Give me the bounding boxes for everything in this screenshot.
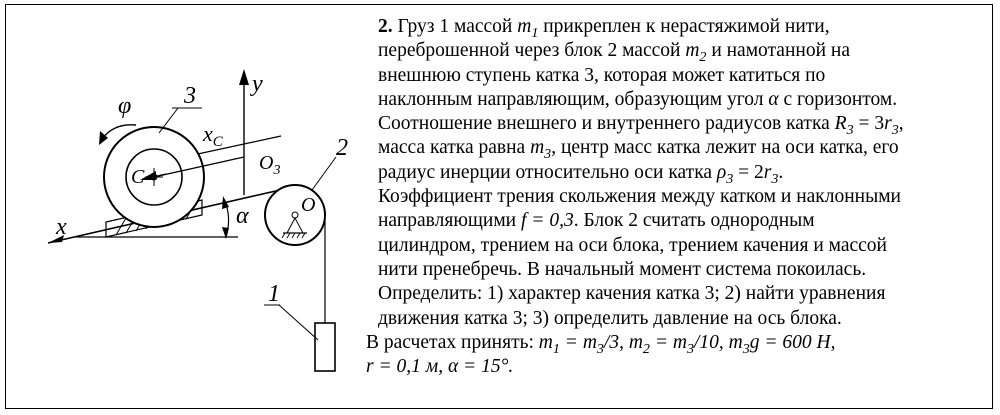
y-axis-arrow	[239, 69, 249, 85]
roller-number-label: 3	[184, 83, 196, 109]
center-c-label: C	[131, 166, 145, 188]
pulley-leader	[312, 157, 336, 190]
x-axis-label: x	[56, 214, 67, 240]
problem-number: 2.	[378, 16, 393, 37]
y-axis-label: y	[252, 71, 263, 97]
calculation-parameters: В расчетах принять: $m_1 = m_3/3$, $m_2 = m_3/10$, $m_3g = 600$ Н, r = 0,1 м, α = 15°.	[366, 331, 836, 378]
phi-label: φ	[118, 93, 132, 119]
pulley-center-label: O	[301, 194, 316, 216]
problem-card	[5, 4, 993, 409]
problem-text	[368, 15, 988, 379]
problem-paragraph: 2. Груз 1 массой $m_1$ прикреплен к нерастяжимой нити, переброшенной через блок 2 массой $m_2$ и намотанной на внешнюю ступень катка 3, которая может катиться по наклонным направляющим, образующим угол α с горизонтом. Соотношение внешнего и внутреннего радиусов катка $R_3 = 3r_3$, масса катка равна $m_3$, центр масс катка лежит на оси катка, его радиус инерции относительно оси катка $\rho_3 = 2r_3$. Коэффициент трения скольжения между катком и наклонными направляющими f = 0,3. Блок 2 считать однородным цилиндром, трением на оси блока, трением качения и массой нити пренебречь. В начальный момент система покоилась. Определить: 1) характер качения катка 3; 2) найти уравнения движения катка 3; 3) определить давление на ось блока.	[378, 16, 904, 329]
load-number-label: 1	[268, 281, 280, 307]
load-body	[315, 323, 335, 371]
alpha-label: α	[236, 203, 249, 229]
load-leader	[279, 305, 318, 340]
pulley-number-label: 2	[336, 135, 348, 161]
mechanism-figure	[6, 5, 368, 410]
xc-label: $x_C$	[203, 121, 223, 150]
o3-label: $O_3$	[259, 152, 281, 178]
